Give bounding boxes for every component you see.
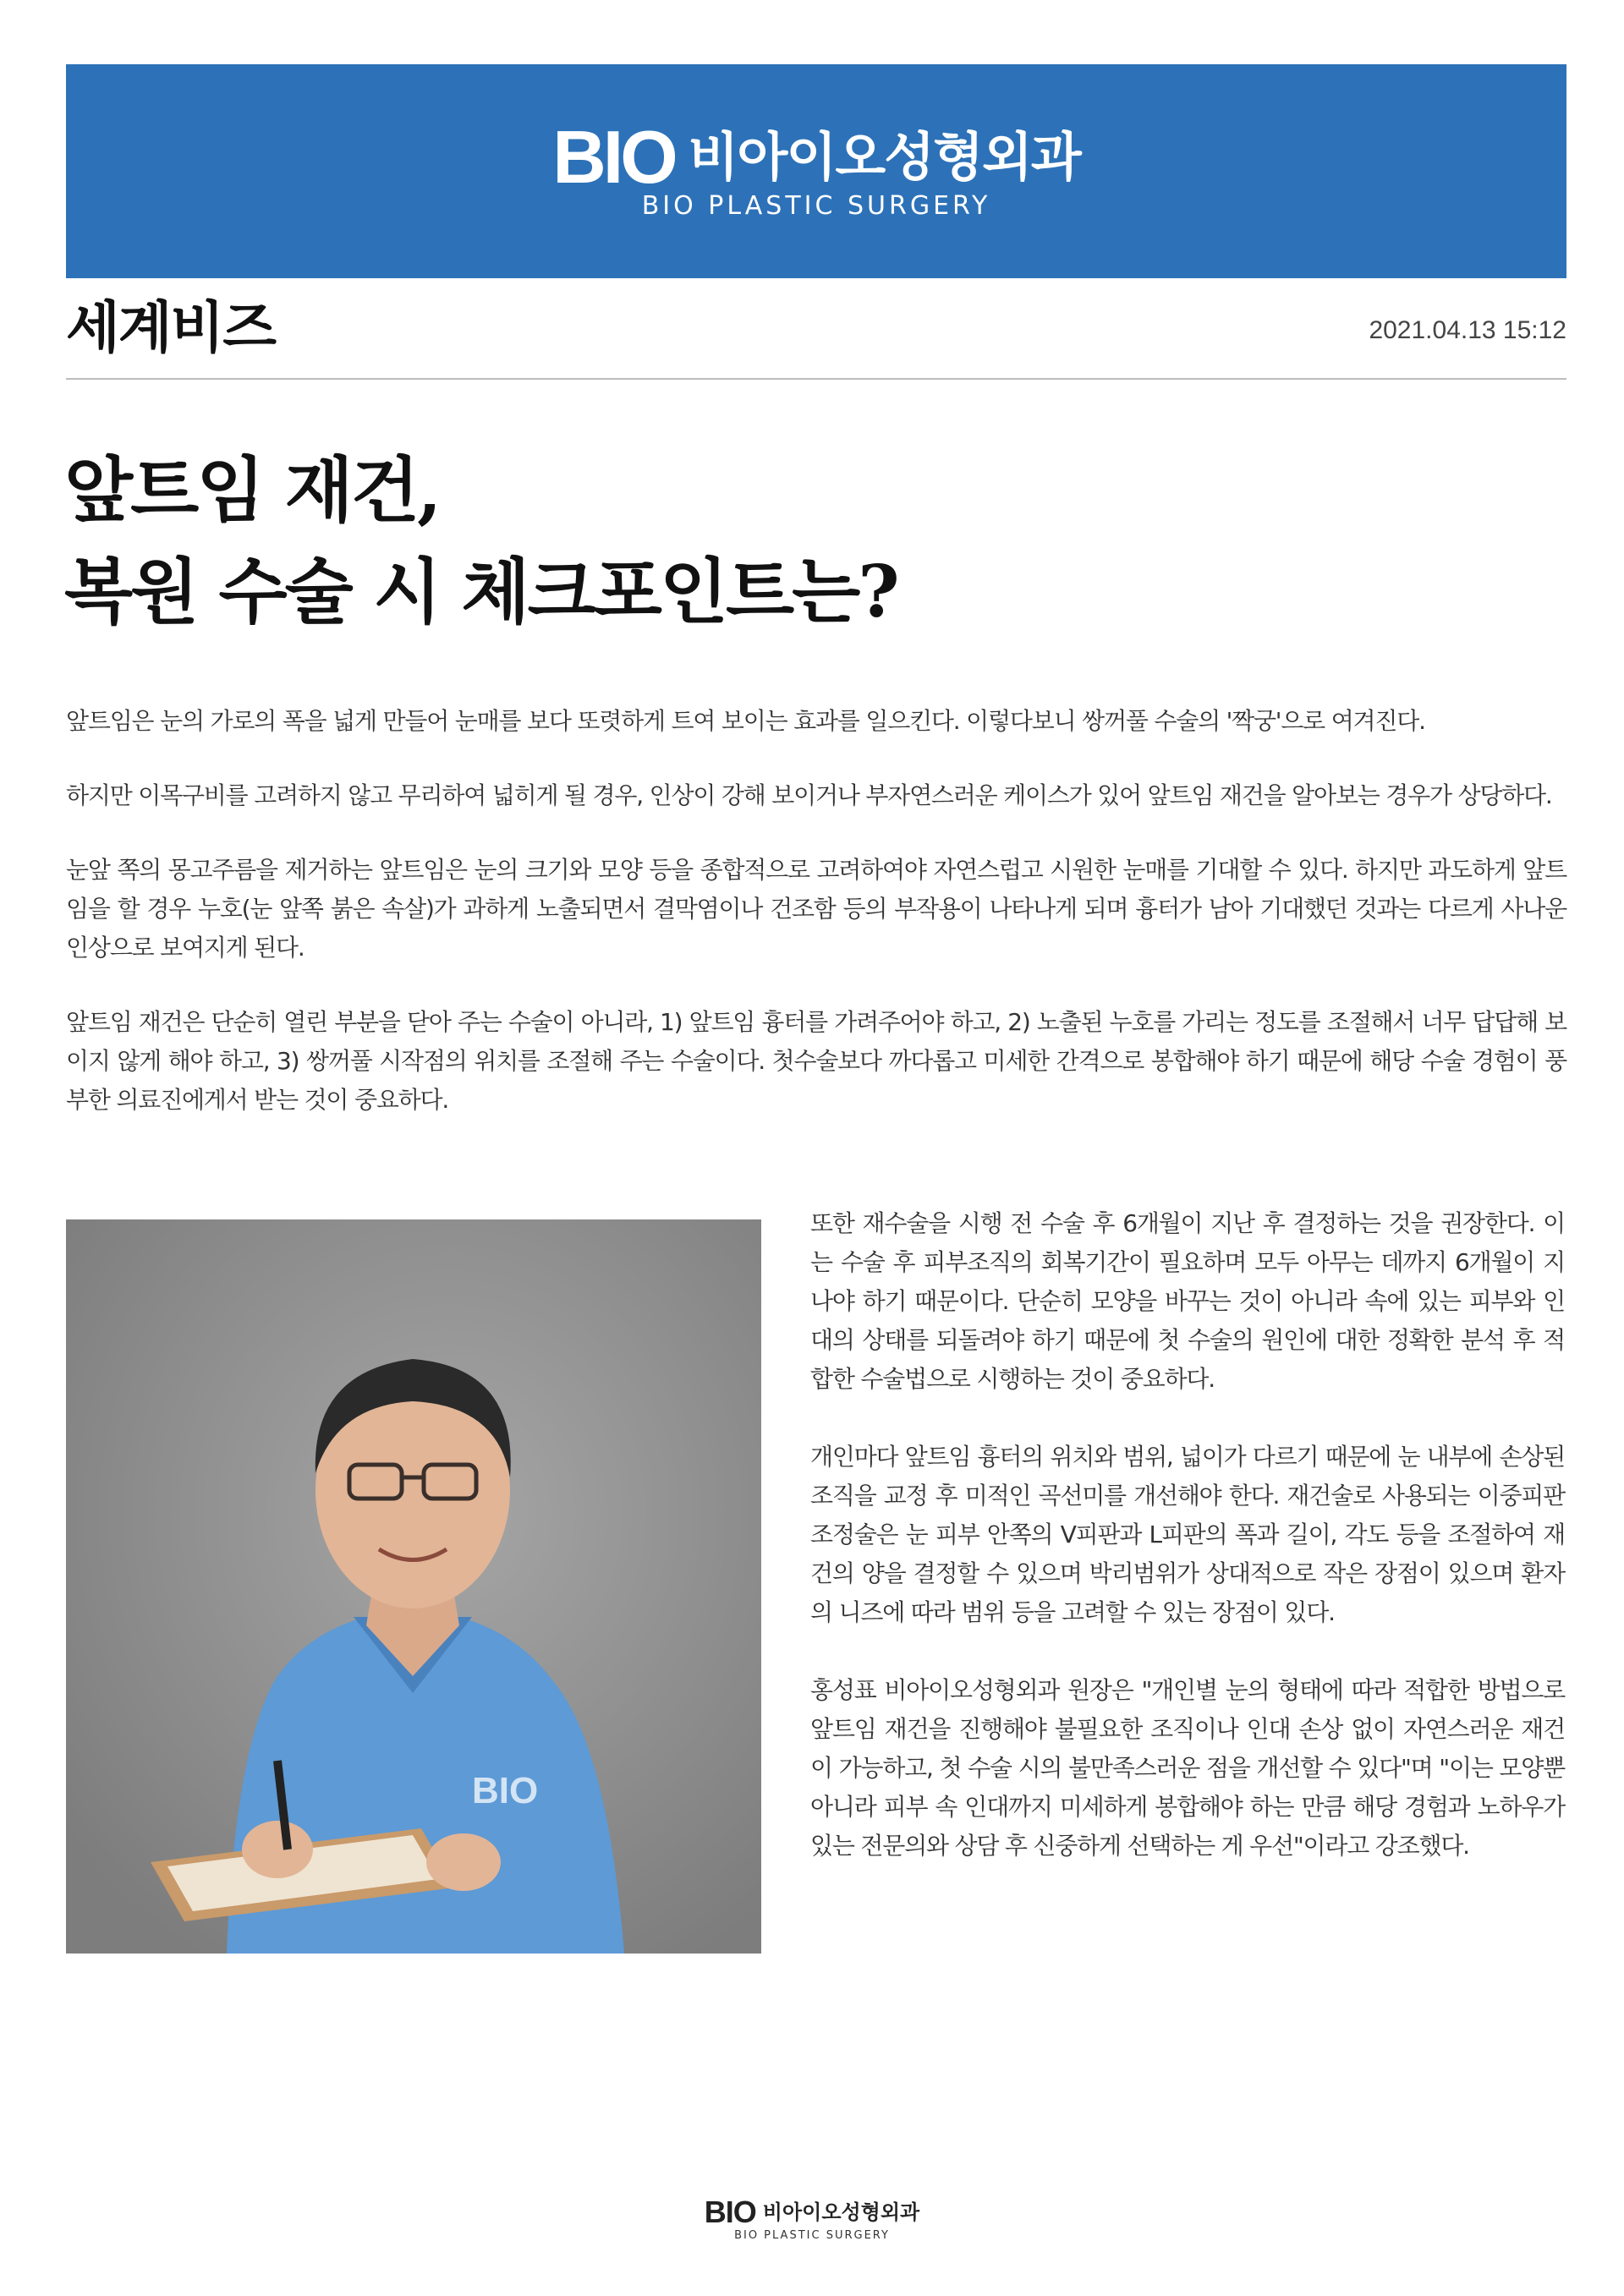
doctor-photo [66,1219,761,1954]
paragraph: 개인마다 앞트임 흉터의 위치와 범위, 넓이가 다르기 때문에 눈 내부에 손상된 조직을 교정 후 미적인 곡선미를 개선해야 한다. 재건술로 사용되는 이중피판조정술은 눈 피부 안쪽의 V피판과 L피판의 폭과 길이, 각도 등을 조절하여 재건의 양을 결정할 수 있으며 박리범위가 상대적으로 작은 장점이 있으며 환자의 니즈에 따라 범위 등을 고려할 수 있는 장점이 있다. [810,1443,1565,1626]
article-body-right [810,1204,1565,1904]
divider [66,378,1566,380]
footer-logo-mark: BIO [704,2195,756,2229]
article-headline [64,440,1570,643]
article-date: 2021.04.13 15:12 [1369,316,1566,344]
paragraph: 홍성표 비아이오성형외과 원장은 "개인별 눈의 형태에 따라 적합한 방법으로 앞트임 재건을 진행해야 불필요한 조직이나 인대 손상 없이 자연스러운 재건이 가능하고, 첫 수술 시의 불만족스러운 점을 개선할 수 있다"며 "이는 모양뿐 아니라 피부 속 인대까지 미세하게 봉합해야 하는 만큼 해당 경험과 노하우가 있는 전문의와 상담 후 신중하게 선택하는 게 우선"이라고 강조했다. [810,1676,1565,1860]
headline-line-1: 앞트임 재건, [64,448,440,532]
clinic-logo [66,117,1566,198]
paragraph: 하지만 이목구비를 고려하지 않고 무리하여 넓히게 될 경우, 인상이 강해 보이거나 부자연스러운 케이스가 있어 앞트임 재건을 알아보는 경우가 상당하다. [66,781,1552,809]
scrubs-logo: BIO [472,1770,539,1811]
paragraph: 앞트임 재건은 단순히 열린 부분을 닫아 주는 수술이 아니라, 1) 앞트임 흉터를 가려주어야 하고, 2) 노출된 누호를 가리는 정도를 조절해서 너무 답답해 보이지 않게 해야 하고, 3) 쌍꺼풀 시작점의 위치를 조절해 주는 수술이다. 첫수술보다 까다롭고 미세한 간격으로 봉합해야 하기 때문에 해당 수술 경험이 풍부한 의료진에게서 받는 것이 중요하다. [66,1008,1566,1114]
footer-logo [0,2197,1624,2228]
headline-line-2: 복원 수술 시 체크포인트는? [64,550,897,633]
paragraph: 또한 재수술을 시행 전 수술 후 6개월이 지난 후 결정하는 것을 권장한다. 이는 수술 후 피부조직의 회복기간이 필요하며 모두 아무는 데까지 6개월이 지나야 하기 때문이다. 단순히 모양을 바꾸는 것이 아니라 속에 있는 피부와 인대의 상태를 되돌려야 하기 때문에 첫 수술의 원인에 대한 정확한 분석 후 적합한 수술법으로 시행하는 것이 중요하다. [810,1209,1565,1393]
footer-logo-name: 비아이오성형외과 [762,2200,920,2224]
header-banner [66,64,1566,278]
paragraph: 앞트임은 눈의 가로의 폭을 넓게 만들어 눈매를 보다 또렷하게 트여 보이는 효과를 일으킨다. 이렇다보니 쌍꺼풀 수술의 '짝궁'으로 여겨진다. [66,707,1425,735]
paragraph: 눈앞 쪽의 몽고주름을 제거하는 앞트임은 눈의 크기와 모양 등을 종합적으로 고려하여야 자연스럽고 시원한 눈매를 기대할 수 있다. 하지만 과도하게 앞트임을 할 경우 누호(눈 앞쪽 붉은 속살)가 과하게 노출되면서 결막염이나 건조함 등의 부작용이 나타나게 되며 흉터가 남아 기대했던 것과는 다르게 사나운 인상으로 보여지게 된다. [66,856,1566,962]
footer-subtitle: BIO PLASTIC SURGERY [734,2229,890,2242]
logo-mark: BIO [552,115,675,199]
article-body-top [66,702,1566,1155]
logo-name: 비아이오성형외과 [688,126,1080,188]
banner-subtitle: BIO PLASTIC SURGERY [641,191,991,221]
publication-name: 세계비즈 [66,295,276,360]
